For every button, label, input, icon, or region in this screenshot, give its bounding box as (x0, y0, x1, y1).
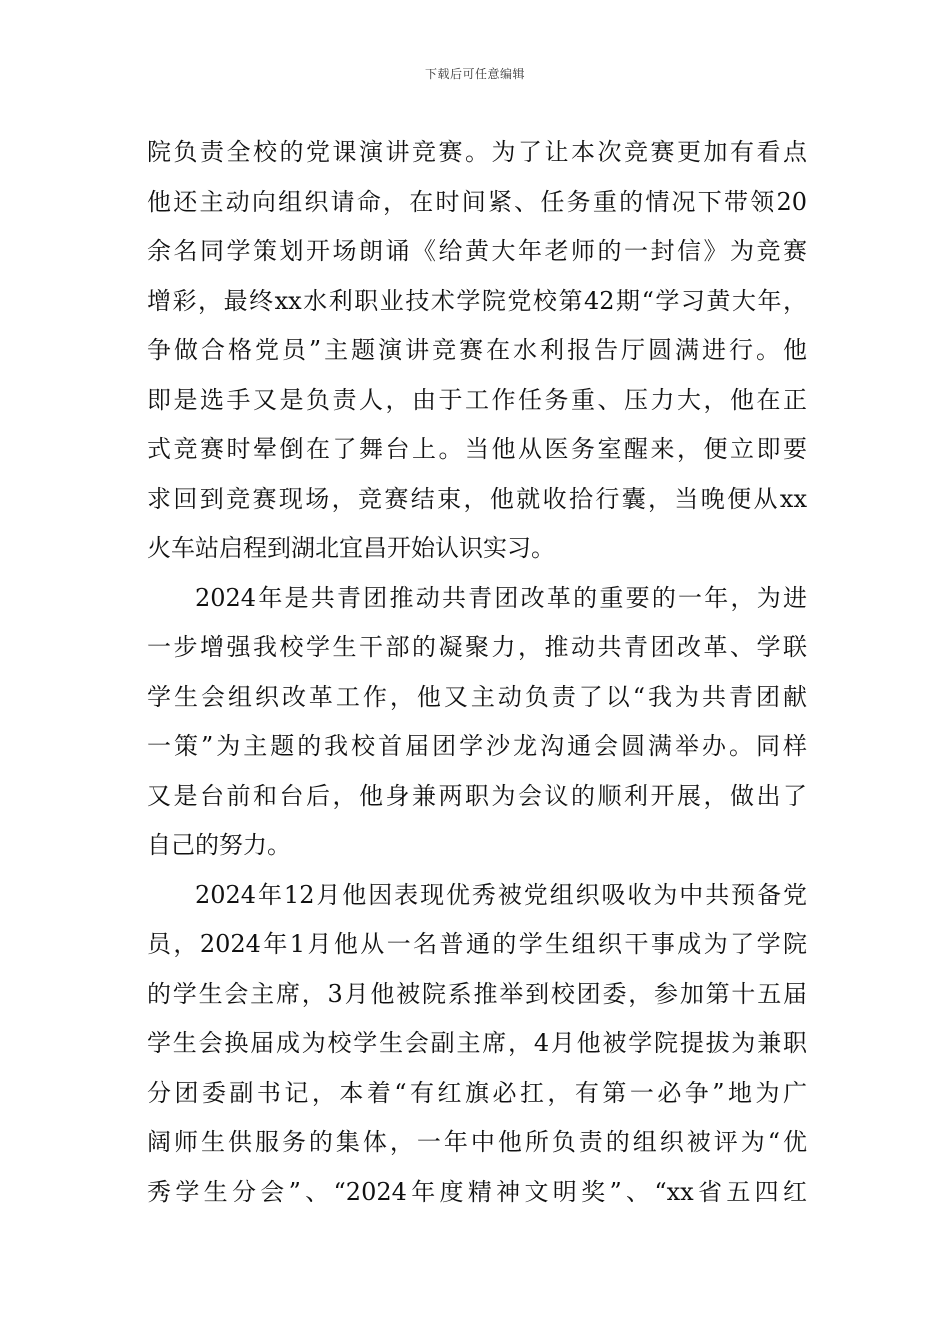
text-line: 员，2024年1月他从一名普通的学生组织干事成为了学院 (147, 930, 807, 958)
text-line: 余名同学策划开场朗诵《给黄大年老师的一封信》为竞赛 (147, 237, 807, 265)
text-line: 院负责全校的党课演讲竞赛。为了让本次竞赛更加有看点 (147, 138, 807, 166)
document-body (147, 128, 807, 1217)
text-line: 他还主动向组织请命，在时间紧、任务重的情况下带领20 (147, 187, 807, 216)
text-line: 阔师生供服务的集体，一年中他所负责的组织被评为“优 (147, 1128, 807, 1156)
text-line: 争做合格党员”主题演讲竞赛在水利报告厅圆满进行。他 (147, 336, 807, 364)
paragraph-first-line: 2024年是共青团推动共青团改革的重要的一年，为进 (195, 583, 807, 612)
text-line: 秀学生分会”、“2024年度精神文明奖”、“xx省五四红 (147, 1177, 807, 1206)
text-line: 又是台前和台后，他身兼两职为会议的顺利开展，做出了 (147, 781, 807, 810)
text-line: 式竞赛时晕倒在了舞台上。当他从医务室醒来，便立即要 (147, 435, 807, 463)
text-line: 学生会组织改革工作，他又主动负责了以“我为共青团献 (147, 682, 807, 711)
text-line: 求回到竞赛现场，竞赛结束，他就收拾行囊，当晚便从xx (147, 484, 807, 513)
paragraph-first-line: 2024年12月他因表现优秀被党组织吸收为中共预备党 (195, 880, 807, 909)
text-line: 分团委副书记，本着“有红旗必扛，有第一必争”地为广 (147, 1078, 807, 1107)
text-line: 增彩，最终xx水利职业技术学院党校第42期“学习黄大年， (147, 286, 807, 315)
text-line: 的学生会主席，3月他被院系推举到校团委，参加第十五届 (147, 979, 807, 1008)
text-line: 自己的努力。 (147, 831, 291, 859)
text-line: 即是选手又是负责人，由于工作任务重、压力大，他在正 (147, 385, 807, 414)
text-line: 学生会换届成为校学生会副主席，4月他被学院提拔为兼职 (147, 1029, 807, 1057)
page-header-note: 下载后可任意编辑 (424, 67, 525, 81)
text-line: 一策”为主题的我校首届团学沙龙沟通会圆满举办。同样 (147, 732, 807, 760)
text-line: 一步增强我校学生干部的凝聚力，推动共青团改革、学联 (147, 633, 807, 661)
text-line: 火车站启程到湖北宜昌开始认识实习。 (147, 534, 555, 562)
